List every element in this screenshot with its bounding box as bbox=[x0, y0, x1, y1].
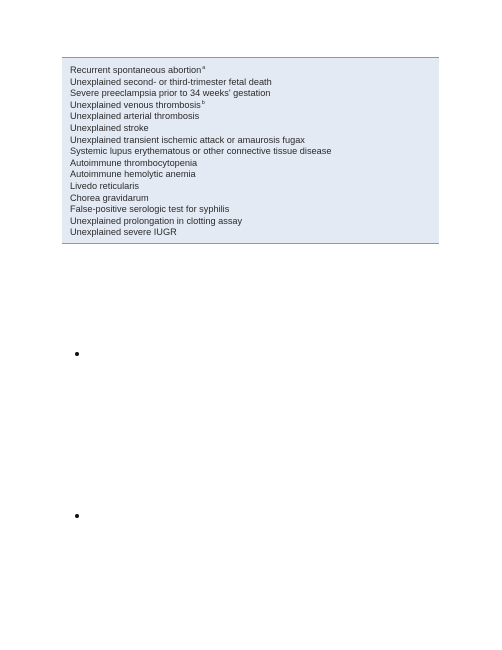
table-row: Livedo reticularis bbox=[70, 180, 139, 191]
bullet-point-2 bbox=[75, 514, 79, 518]
table-row: Autoimmune thrombocytopenia bbox=[70, 157, 198, 168]
table-row: False-positive serologic test for syphilis bbox=[70, 204, 230, 215]
table-row: Systemic lupus erythematous or other connective tissue disease bbox=[70, 146, 332, 157]
table-row: Unexplained venous thrombosis$^b$ bbox=[70, 99, 205, 110]
table-row: Unexplained prolongation in clotting assay bbox=[70, 215, 243, 226]
table-row: Severe preeclampsia prior to 34 weeks' gestation bbox=[70, 88, 271, 99]
footnote-marker: b bbox=[201, 99, 205, 106]
footnote-marker: a bbox=[202, 64, 206, 71]
table-row: Autoimmune hemolytic anemia bbox=[70, 169, 196, 180]
table-row: Unexplained stroke bbox=[70, 122, 149, 133]
table-row: Unexplained second- or third-trimester fetal death bbox=[70, 76, 272, 87]
criteria-table bbox=[62, 57, 439, 244]
table-row: Unexplained arterial thrombosis bbox=[70, 111, 200, 122]
table-row: Unexplained severe IUGR bbox=[70, 227, 177, 238]
table-row: Recurrent spontaneous abortion$^a$ bbox=[70, 64, 206, 75]
table-row: Unexplained transient ischemic attack or amaurosis fugax bbox=[70, 134, 305, 145]
table-row: Chorea gravidarum bbox=[70, 192, 149, 203]
bullet-point-1 bbox=[75, 352, 79, 356]
